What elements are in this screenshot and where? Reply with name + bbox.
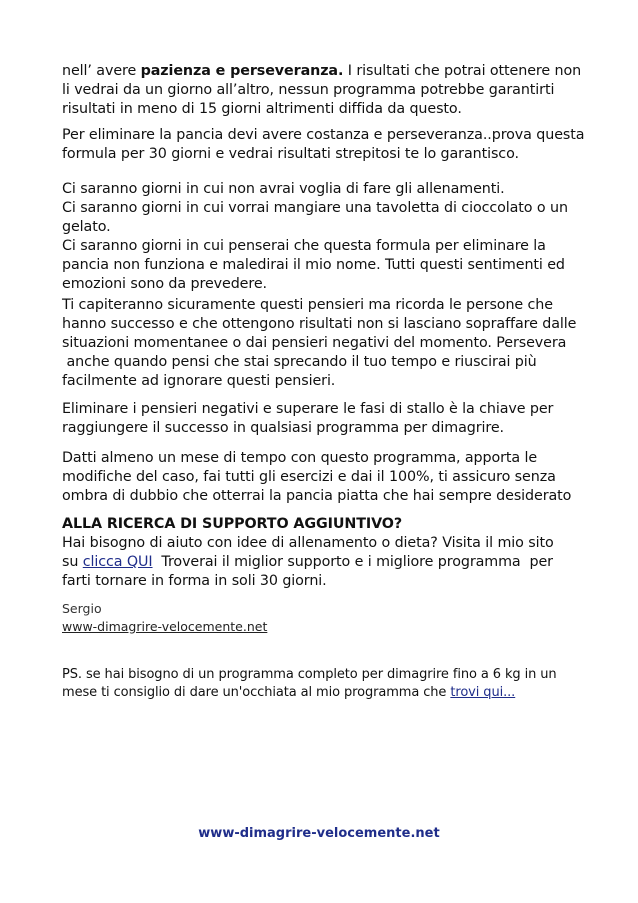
text-line: situazioni momentanee o dai pensieri negativi del momento. Persevera	[62, 335, 567, 351]
support-section	[62, 515, 582, 591]
signature	[62, 600, 582, 636]
text-line: hanno successo e che ottengono risultati non si lasciano sopraffare dalle	[62, 316, 577, 332]
text-line: risultati in meno di 15 giorni altrimenti diffida da questo.	[62, 101, 462, 117]
text-line: formula per 30 giorni e vedrai risultati strepitosi te lo garantisco.	[62, 146, 519, 162]
trovi-qui-link[interactable]: trovi qui...	[450, 685, 516, 700]
text-span: nell’ avere	[62, 63, 141, 79]
text-span: Troverai il miglior supporto e i migliore programma per	[152, 554, 553, 570]
bold-phrase: pazienza e perseveranza.	[140, 63, 344, 79]
text-line: pancia non funziona e maledirai il mio nome. Tutti questi sentimenti ed	[62, 257, 565, 273]
text-line: ombra di dubbio che otterrai la pancia piatta che hai sempre desiderato	[62, 488, 572, 504]
text-line: PS. se hai bisogno di un programma completo per dimagrire fino a 6 kg in un	[62, 667, 557, 682]
paragraph-month	[62, 449, 582, 506]
text-line: Eliminare i pensieri negativi e superare le fasi di stallo è la chiave per	[62, 401, 554, 417]
text-line: Ci saranno giorni in cui penserai che questa formula per eliminare la	[62, 238, 546, 254]
support-heading: ALLA RICERCA DI SUPPORTO AGGIUNTIVO?	[62, 516, 403, 532]
text-line: modifiche del caso, fai tutti gli esercizi e dai il 100%, ti assicuro senza	[62, 469, 556, 485]
text-line: Per eliminare la pancia devi avere costanza e perseveranza..prova questa	[62, 127, 585, 143]
text-line: emozioni sono da prevedere.	[62, 276, 267, 292]
text-line	[62, 684, 582, 702]
paragraph-patience	[62, 62, 582, 119]
text-line: farti tornare in forma in soli 30 giorni.	[62, 573, 327, 589]
signature-site-link[interactable]: www-dimagrire-velocemente.net	[62, 619, 268, 634]
text-line: Hai bisogno di aiuto con idee di allenamento o dieta? Visita il mio sito	[62, 535, 554, 551]
ps-section	[62, 666, 582, 702]
text-line	[62, 553, 582, 572]
text-span: mese ti consiglio di dare un'occhiata al mio programma che	[62, 685, 451, 700]
text-line	[62, 62, 582, 81]
text-line: Ci saranno giorni in cui non avrai voglia di fare gli allenamenti.	[62, 181, 505, 197]
text-line: anche quando pensi che stai sprecando il tuo tempo e riuscirai più	[62, 354, 537, 370]
text-span: I risultati che potrai ottenere non	[343, 63, 582, 79]
text-line: gelato.	[62, 219, 111, 235]
signature-name: Sergio	[62, 601, 102, 616]
paragraph-belly	[62, 126, 585, 164]
text-line: Ci saranno giorni in cui vorrai mangiare una tavoletta di cioccolato o un	[62, 200, 568, 216]
footer-site: www-dimagrire-velocemente.net	[198, 826, 440, 841]
text-line: facilmente ad ignorare questi pensieri.	[62, 373, 336, 389]
paragraph-stall	[62, 400, 582, 438]
text-span: su	[62, 554, 83, 570]
text-line: li vedrai da un giorno all’altro, nessun programma potrebbe garantirti	[62, 82, 555, 98]
paragraph-thoughts	[62, 296, 582, 391]
paragraph-days	[62, 180, 582, 294]
text-line: Ti capiteranno sicuramente questi pensieri ma ricorda le persone che	[62, 297, 553, 313]
text-line: Datti almeno un mese di tempo con questo programma, apporta le	[62, 450, 538, 466]
clicca-qui-link[interactable]: clicca QUI	[82, 554, 153, 570]
text-line: raggiungere il successo in qualsiasi programma per dimagrire.	[62, 420, 504, 436]
